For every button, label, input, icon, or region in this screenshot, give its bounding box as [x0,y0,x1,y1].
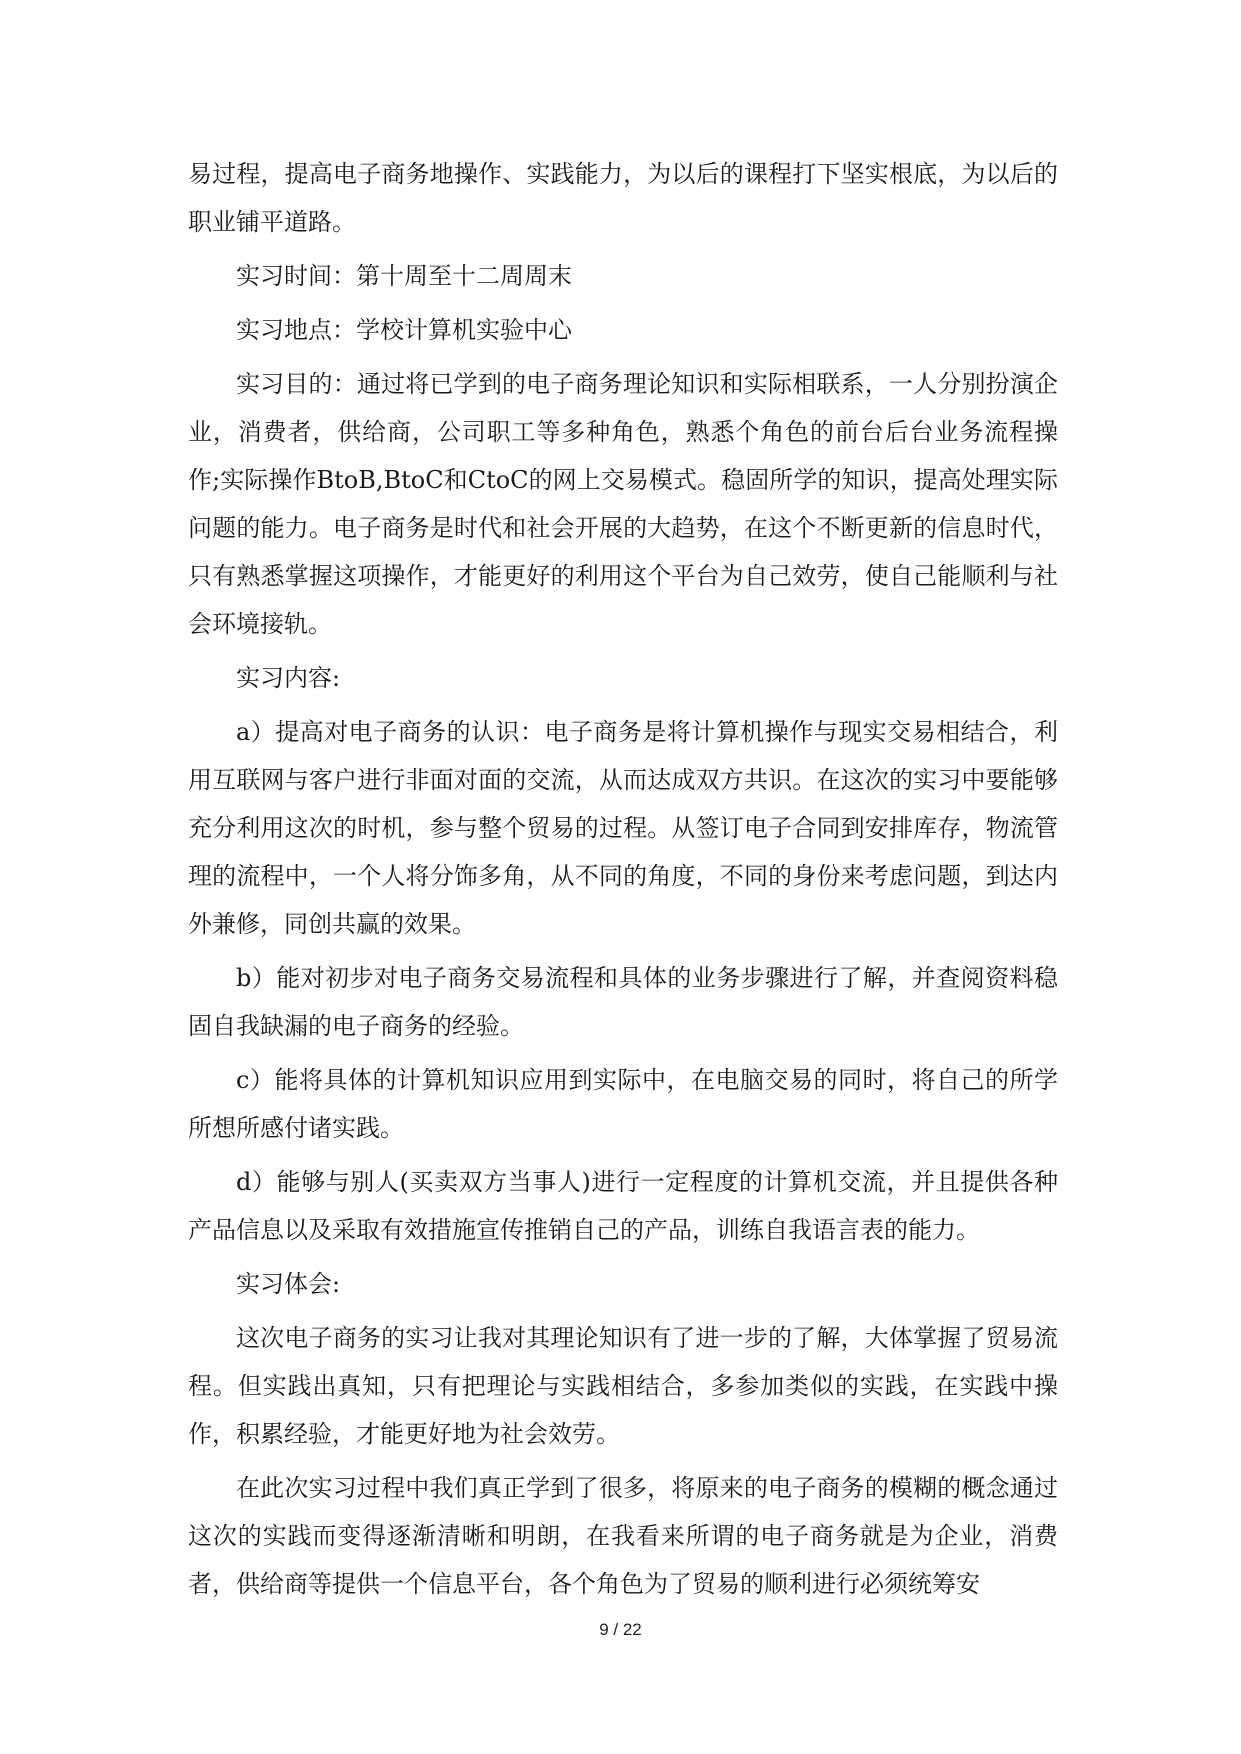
paragraph-internship-location: 实习地点：学校计算机实验中心 [236,316,572,344]
paragraph-item-c: c）能将具体的计算机知识应用到实际中，在电脑交易的同时，将自己的所学所想所感付诸实践。 [188,1066,1058,1142]
paragraph-experience-1: 这次电子商务的实习让我对其理论知识有了进一步的了解，大体掌握了贸易流程。但实践出真知，只有把理论与实践相结合，多参加类似的实践，在实践中操作，积累经验，才能更好地为社会效劳。 [188,1324,1058,1448]
body-text [188,150,1058,1608]
paragraph-internship-purpose: 实习目的：通过将已学到的电子商务理论知识和实际相联系，一人分别扮演企业，消费者，供给商，公司职工等多种角色，熟悉个角色的前台后台业务流程操作;实际操作BtoB,BtoC和CtoC的网上交易模式。稳固所学的知识，提高处理实际问题的能力。电子商务是时代和社会开展的大趋势，在这个不断更新的信息时代，只有熟悉掌握这项操作，才能更好的利用这个平台为自己效劳，使自己能顺利与社会环境接轨。 [188,370,1058,638]
paragraph-item-d: d）能够与别人(买卖双方当事人)进行一定程度的计算机交流，并且提供各种产品信息以及采取有效措施宣传推销自己的产品，训练自我语言表的能力。 [188,1168,1058,1244]
paragraph-item-b: b）能对初步对电子商务交易流程和具体的业务步骤进行了解，并查阅资料稳固自我缺漏的电子商务的经验。 [188,964,1058,1040]
paragraph-experience-2: 在此次实习过程中我们真正学到了很多，将原来的电子商务的模糊的概念通过这次的实践而变得逐渐清晰和明朗，在我看来所谓的电子商务就是为企业，消费者，供给商等提供一个信息平台，各个角色为了贸易的顺利进行必须统筹安 [188,1474,1058,1598]
heading-internship-experience: 实习体会: [236,1270,341,1298]
paragraph-item-a: a）提高对电子商务的认识：电子商务是将计算机操作与现实交易相结合，利用互联网与客户进行非面对面的交流，从而达成双方共识。在这次的实习中要能够充分利用这次的时机，参与整个贸易的过程。从签订电子合同到安排库存，物流管理的流程中，一个人将分饰多角，从不同的角度，不同的身份来考虑问题，到达内外兼修，同创共赢的效果。 [188,718,1058,938]
paragraph-internship-time: 实习时间：第十周至十二周周末 [236,262,572,290]
page-number: 9 / 22 [599,1620,642,1639]
paragraph-continuation: 易过程，提高电子商务地操作、实践能力，为以后的课程打下坚实根底，为以后的职业铺平道路。 [188,160,1058,236]
heading-internship-content: 实习内容: [236,664,341,692]
